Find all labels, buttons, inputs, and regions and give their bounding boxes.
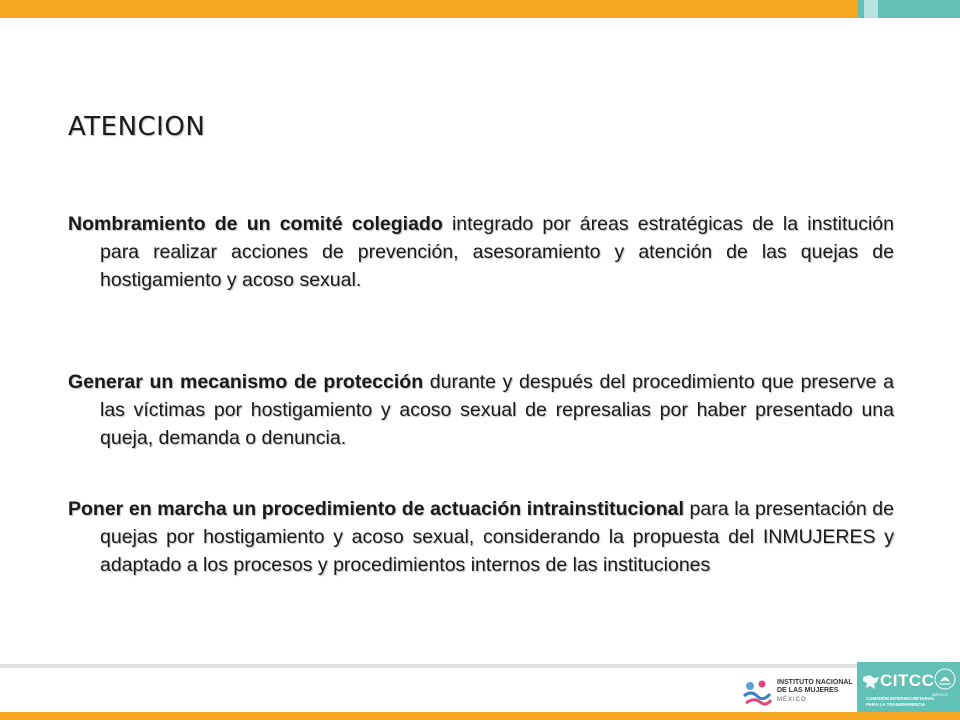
paragraph-body: integrado por áreas estratégicas de la institución para realizar acciones de prevención, asesoramiento y atención de las quejas de hostigamiento y acoso sexual. bbox=[100, 213, 895, 291]
citcc-subtitle-line1: COMISIÓN INTERSECRETARIAL bbox=[866, 696, 936, 701]
citcc-logo-mark bbox=[862, 673, 880, 691]
bottom-accent-bar bbox=[0, 712, 960, 720]
paragraph-body: durante y después del procedimiento que preserve a las víctimas por hostigamiento y acoso sexual de represalias por haber presentado una queja, demanda o denuncia. bbox=[100, 371, 894, 449]
seal-label: MÉXICO bbox=[932, 692, 948, 697]
paragraph-lead: Poner en marcha un procedimiento de actuación intrainstitucional bbox=[68, 498, 684, 520]
paragraph-procedimiento bbox=[68, 495, 894, 579]
inmujeres-name-line1: INSTITUTO NACIONAL bbox=[777, 679, 853, 686]
footer-divider bbox=[0, 664, 960, 668]
top-accent-bar bbox=[0, 0, 858, 18]
top-accent-teal-light bbox=[864, 0, 878, 18]
inmujeres-name-line2: DE LAS MUJERES bbox=[777, 687, 839, 694]
mexico-eagle-seal-icon bbox=[934, 668, 956, 690]
inmujeres-logo bbox=[741, 676, 851, 710]
paragraph-body: para la presentación de quejas por hostigamiento y acoso sexual, considerando la propuesta del INMUJERES y adaptado a los procesos y procedimientos internos de las instituciones bbox=[100, 498, 894, 576]
paragraph-lead: Nombramiento de un comité colegiado bbox=[68, 213, 443, 235]
paragraph-proteccion bbox=[68, 368, 894, 452]
citcc-name: CITCC bbox=[880, 671, 935, 690]
citcc-logo bbox=[862, 667, 936, 715]
paragraph-comite bbox=[68, 210, 894, 294]
slide-title: ATENCION bbox=[68, 112, 206, 142]
inmujeres-logo-mark bbox=[741, 678, 773, 708]
citcc-subtitle-line2: PARA LA TRANSPARENCIA bbox=[866, 702, 926, 707]
inmujeres-country: MÉXICO bbox=[777, 697, 807, 703]
paragraph-lead: Generar un mecanismo de protección bbox=[68, 371, 424, 393]
